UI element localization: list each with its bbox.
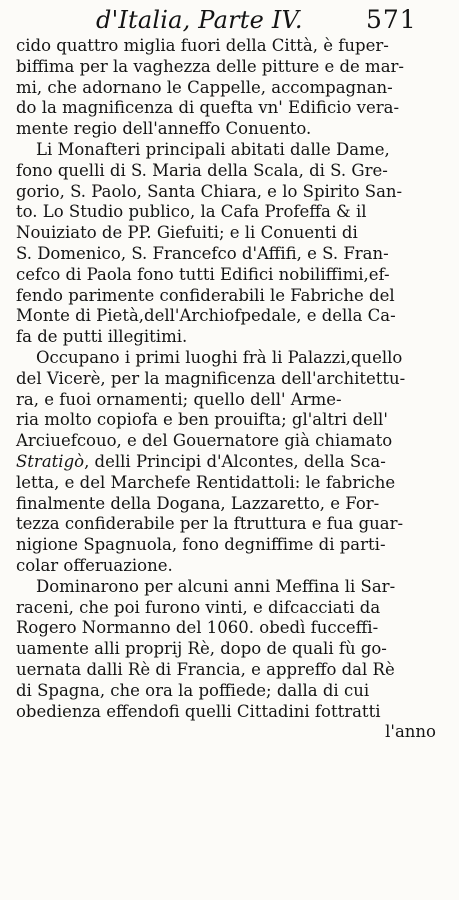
text-line: raceni, che poi furono vinti, e difcacciati da (16, 597, 381, 617)
text-line: cido quattro miglia fuori della Città, è fuper- (16, 36, 389, 55)
text-line: biffima per la vaghezza delle pitture e de mar- (16, 56, 405, 76)
text-line: mente regio dell'anneffo Conuento. (16, 119, 312, 139)
text-line: tezza confiderabile per la ftruttura e fua guar- (16, 514, 404, 534)
line-continuation: , delli Principi d'Alcontes, della Sca- (84, 451, 386, 471)
text-line: ria molto copiofa e ben prouifta; gl'altri dell' (16, 410, 388, 430)
paragraph-start-line: Li Monafteri principali abitati dalle Dame, (36, 139, 390, 159)
catchword: l'anno (385, 722, 436, 742)
text-line: do la magnificenza di quefta vn' Edificio vera- (16, 98, 400, 118)
text-line: S. Domenico, S. Francefco d'Affifi, e S. Fran- (16, 243, 389, 263)
page-number: 571 (366, 5, 417, 34)
text-line: ra, e fuoi ornamenti; quello dell' Arme- (16, 389, 342, 409)
text-line: Nouiziato de PP. Giefuiti; e li Conuenti di (16, 223, 358, 243)
text-line: to. Lo Studio publico, la Cafa Profeffa & il (16, 202, 367, 222)
text-line: cefco di Paola fono tutti Edifici nobiliffimi,ef- (16, 264, 390, 284)
text-line: fendo parimente confiderabili le Fabriche del (16, 285, 395, 305)
body-text (16, 36, 436, 743)
text-line: uernata dalli Rè di Francia, e appreffo dal Rè (16, 659, 395, 679)
text-line: Monte di Pietà,dell'Archiofpedale, e della Ca- (16, 306, 396, 326)
paragraph-start-line: Dominarono per alcuni anni Meffina li Sar- (36, 576, 396, 596)
text-line: mi, che adornano le Cappelle, accompagnan- (16, 77, 393, 97)
text-line: fa de putti illegitimi. (16, 327, 188, 347)
text-line: Arciuefcouo, e del Gouernatore già chiamato (16, 431, 393, 451)
text-line: letta, e del Marchefe Rentidattoli: le fabriche (16, 472, 396, 492)
text-line: del Vicerè, per la magnificenza dell'architettu- (16, 368, 406, 388)
text-line: gorio, S. Paolo, Santa Chiara, e lo Spirito San- (16, 181, 403, 201)
text-line: finalmente della Dogana, Lazzaretto, e For- (16, 493, 380, 513)
text-line: obedienza effendofi quelli Cittadini fottratti (16, 701, 381, 721)
text-line: nigione Spagnuola, fono degniffime di parti- (16, 535, 386, 555)
running-head: d'Italia, Parte IV. (96, 6, 303, 34)
text-line: colar offeruazione. (16, 555, 173, 575)
text-line: di Spagna, che ora la poffiede; dalla di cui (16, 680, 370, 700)
paragraph-start-line: Occupano i primi luoghi frà li Palazzi,quello (36, 347, 403, 367)
italic-word: Stratigò (16, 451, 85, 471)
text-line: Rogero Normanno del 1060. obedì fucceffi- (16, 618, 379, 638)
text-line-with-italic (16, 452, 436, 473)
text-line: uamente alli proprij Rè, dopo de quali fù go- (16, 639, 387, 659)
text-line: fono quelli di S. Maria della Scala, di S. Gre- (16, 160, 388, 180)
